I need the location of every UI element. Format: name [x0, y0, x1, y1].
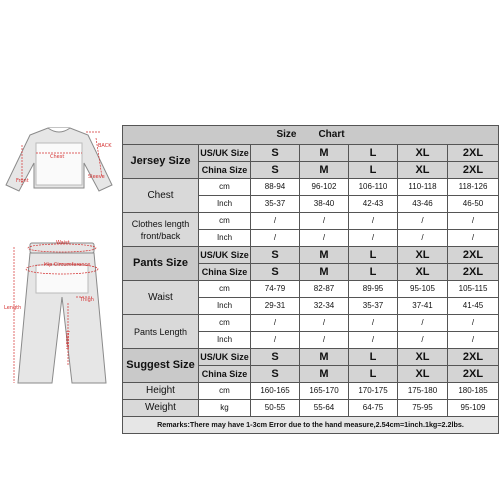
value-cell: / [349, 213, 398, 230]
unit-cell: cm [199, 315, 251, 332]
height-row [123, 383, 499, 400]
value-cell: / [251, 332, 300, 349]
clothes-length-cm-row [123, 213, 499, 230]
unit-cell: cm [199, 213, 251, 230]
value-cell: 41-45 [448, 298, 499, 315]
chart-title: Size Chart [123, 126, 499, 145]
size-cell: S [251, 247, 300, 264]
value-cell: 118-126 [448, 179, 499, 196]
size-cell: 2XL [448, 349, 499, 366]
size-cell: L [349, 145, 398, 162]
chest-label: Chest [50, 154, 65, 160]
size-cell: 2XL [448, 366, 499, 383]
value-cell: / [251, 230, 300, 247]
value-cell: 35-37 [251, 196, 300, 213]
waist-label-cell: Waist [123, 281, 199, 315]
value-cell: 175-180 [398, 383, 448, 400]
value-cell: 43-46 [398, 196, 448, 213]
value-cell: / [448, 230, 499, 247]
size-cell: M [300, 145, 349, 162]
size-cell: M [300, 247, 349, 264]
size-cell: XL [398, 247, 448, 264]
size-cell: 2XL [448, 264, 499, 281]
size-cell: XL [398, 162, 448, 179]
unit-cell: Inch [199, 332, 251, 349]
front-label: Front [16, 178, 29, 184]
size-chart-table [122, 125, 499, 434]
value-cell: 38-40 [300, 196, 349, 213]
height-label-cell: Height [123, 383, 199, 400]
value-cell: 55-64 [300, 400, 349, 417]
value-cell: 29-31 [251, 298, 300, 315]
suggest-us-row [123, 349, 499, 366]
unit-cell: Inch [199, 196, 251, 213]
size-cell: L [349, 162, 398, 179]
pants-length-cm-row [123, 315, 499, 332]
value-cell: / [448, 315, 499, 332]
value-cell: / [448, 332, 499, 349]
pants-length-label-cell: Pants Length [123, 315, 199, 349]
size-cell: XL [398, 145, 448, 162]
clothes-length-label-cell: Clothes length front/back [123, 213, 199, 247]
size-cell: 2XL [448, 145, 499, 162]
unit-cell: cm [199, 179, 251, 196]
value-cell: 95-109 [448, 400, 499, 417]
size-cell: S [251, 264, 300, 281]
value-cell: 165-170 [300, 383, 349, 400]
us-uk-size-label: US/UK Size [199, 349, 251, 366]
size-cell: M [300, 349, 349, 366]
value-cell: 95-105 [398, 281, 448, 298]
value-cell: 105-115 [448, 281, 499, 298]
value-cell: / [448, 213, 499, 230]
size-cell: L [349, 264, 398, 281]
back-label: BACK [98, 143, 112, 149]
value-cell: 74-79 [251, 281, 300, 298]
length-label: Length [4, 305, 22, 311]
remarks-row [123, 417, 499, 434]
inseam-label: Inseam [64, 331, 70, 350]
size-cell: S [251, 162, 300, 179]
value-cell: / [398, 230, 448, 247]
china-size-label: China Size [199, 366, 251, 383]
value-cell: 64-75 [349, 400, 398, 417]
chart-title-row [123, 126, 499, 145]
thigh-label: Thigh [80, 297, 94, 303]
value-cell: 160-165 [251, 383, 300, 400]
value-cell: / [300, 230, 349, 247]
value-cell: / [349, 332, 398, 349]
pants-us-row [123, 247, 499, 264]
value-cell: 88-94 [251, 179, 300, 196]
value-cell: / [251, 315, 300, 332]
unit-cell: Inch [199, 298, 251, 315]
measurement-figures [0, 125, 120, 485]
size-cell: M [300, 366, 349, 383]
pants-size-header: Pants Size [123, 247, 199, 281]
unit-cell: kg [199, 400, 251, 417]
size-cell: 2XL [448, 247, 499, 264]
value-cell: 46-50 [448, 196, 499, 213]
value-cell: 32-34 [300, 298, 349, 315]
size-cell: L [349, 366, 398, 383]
value-cell: 106-110 [349, 179, 398, 196]
unit-cell: Inch [199, 230, 251, 247]
waist-label: Waist [56, 240, 70, 246]
value-cell: 170-175 [349, 383, 398, 400]
size-cell: S [251, 366, 300, 383]
size-cell: XL [398, 366, 448, 383]
jersey-size-header: Jersey Size [123, 145, 199, 179]
value-cell: 110-118 [398, 179, 448, 196]
size-cell: M [300, 162, 349, 179]
sleeve-label: Sleeve [88, 174, 105, 180]
size-cell: M [300, 264, 349, 281]
size-cell: XL [398, 349, 448, 366]
value-cell: / [349, 230, 398, 247]
value-cell: 42-43 [349, 196, 398, 213]
value-cell: / [300, 315, 349, 332]
value-cell: / [349, 315, 398, 332]
value-cell: 37-41 [398, 298, 448, 315]
value-cell: / [398, 213, 448, 230]
waist-cm-row [123, 281, 499, 298]
value-cell: 89-95 [349, 281, 398, 298]
china-size-label: China Size [199, 162, 251, 179]
size-cell: L [349, 349, 398, 366]
remarks-text: Remarks:There may have 1-3cm Error due to the hand measure,2.54cm=1inch.1kg=2.2lbs. [123, 417, 499, 434]
china-size-label: China Size [199, 264, 251, 281]
size-cell: S [251, 145, 300, 162]
value-cell: 35-37 [349, 298, 398, 315]
chest-cm-row [123, 179, 499, 196]
value-cell: 96-102 [300, 179, 349, 196]
unit-cell: cm [199, 383, 251, 400]
value-cell: 50-55 [251, 400, 300, 417]
us-uk-size-label: US/UK Size [199, 247, 251, 264]
value-cell: 75-95 [398, 400, 448, 417]
hip-label: Hip Circumference [44, 262, 91, 268]
size-cell: L [349, 247, 398, 264]
jersey-us-row [123, 145, 499, 162]
us-uk-size-label: US/UK Size [199, 145, 251, 162]
value-cell: / [251, 213, 300, 230]
size-cell: XL [398, 264, 448, 281]
size-cell: S [251, 349, 300, 366]
weight-label-cell: Weight [123, 400, 199, 417]
value-cell: / [398, 332, 448, 349]
value-cell: 180-185 [448, 383, 499, 400]
chest-label-cell: Chest [123, 179, 199, 213]
value-cell: / [300, 213, 349, 230]
value-cell: / [300, 332, 349, 349]
value-cell: / [398, 315, 448, 332]
weight-row [123, 400, 499, 417]
suggest-size-header: Suggest Size [123, 349, 199, 383]
size-cell: 2XL [448, 162, 499, 179]
value-cell: 82-87 [300, 281, 349, 298]
unit-cell: cm [199, 281, 251, 298]
